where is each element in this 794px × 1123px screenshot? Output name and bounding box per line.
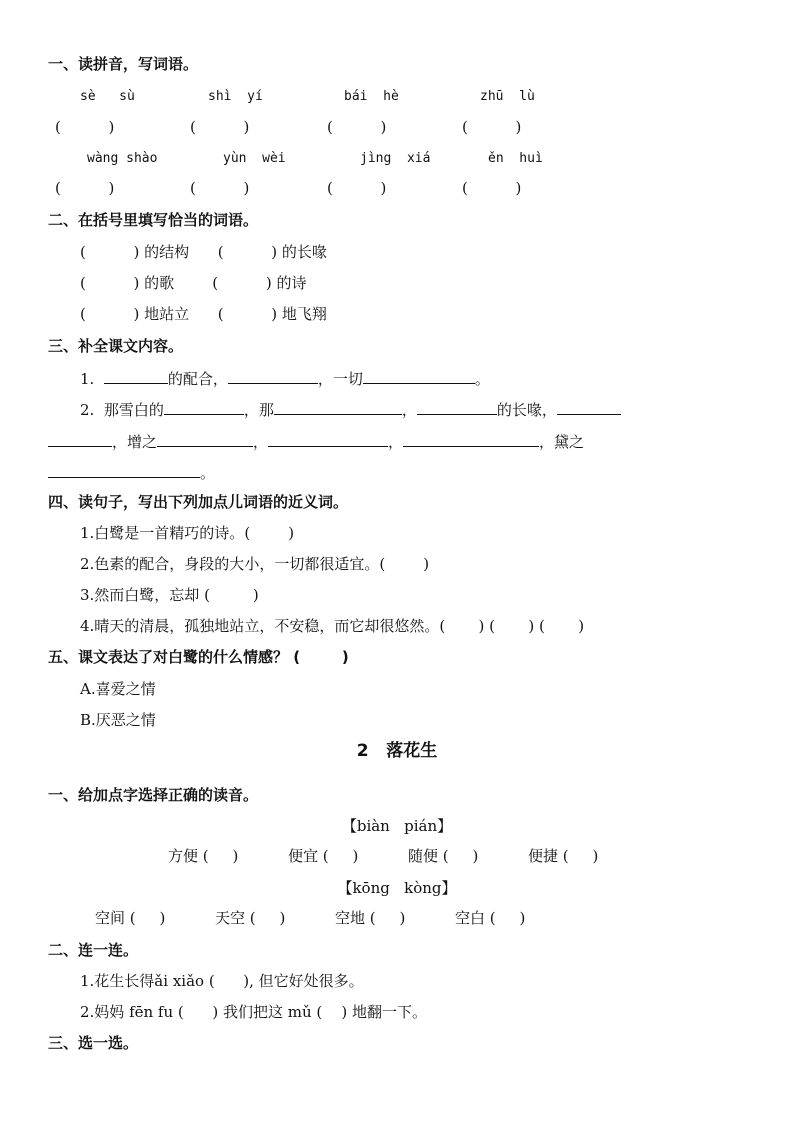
pinyin-options-label: 【kōng kòng】	[337, 879, 457, 897]
fill-line: ( ) 的结构 ( ) 的长喙	[80, 243, 327, 261]
blank[interactable]	[104, 367, 168, 384]
answer-box[interactable]: ( )	[55, 118, 115, 136]
text-fill-line-1: 1. 的配合， ，一切 。	[80, 367, 794, 389]
section-3-heading: 三、补全课文内容。	[48, 337, 184, 355]
question-item: 2.色素的配合，身段的大小，一切都很适宜。( )	[80, 555, 430, 573]
text-fill-line-4: 。	[48, 461, 794, 483]
answer-box[interactable]: ( )	[190, 179, 250, 197]
blank[interactable]	[403, 430, 539, 447]
question-item: 3.然而白鹭，忘却 ( )	[80, 586, 259, 604]
fill-line: ( ) 地站立 ( ) 地飞翔	[80, 305, 327, 323]
blank[interactable]	[274, 398, 402, 415]
word-choice[interactable]: 天空 ( )	[215, 909, 286, 927]
pinyin-2: shì yí	[208, 89, 263, 104]
word-choice[interactable]: 空白 ( )	[455, 909, 526, 927]
part-2-heading: 二、连一连。	[48, 941, 139, 959]
pinyin-5: wàng shào	[87, 151, 158, 166]
section-5-heading: 五、课文表达了对白鹭的什么情感？ ( )	[48, 648, 349, 666]
answer-box[interactable]: ( )	[190, 118, 250, 136]
pinyin-7: jìng xiá	[360, 151, 431, 166]
blank[interactable]	[363, 367, 475, 384]
word-choice[interactable]: 方便 ( )	[168, 847, 239, 865]
pinyin-4: zhū lù	[480, 89, 535, 104]
word-choice[interactable]: 便捷 ( )	[528, 847, 599, 865]
question-item: 4.晴天的清晨，孤独地站立，不安稳，而它却很悠然。( ) ( ) ( )	[80, 617, 585, 635]
part-1-heading: 一、给加点字选择正确的读音。	[48, 786, 259, 804]
match-item: 1.花生长得ǎi xiǎo ( ), 但它好处很多。	[80, 972, 364, 990]
answer-box[interactable]: ( )	[327, 179, 387, 197]
word-choice[interactable]: 空地 ( )	[335, 909, 406, 927]
blank[interactable]	[228, 367, 318, 384]
blank[interactable]	[417, 398, 497, 415]
blank[interactable]	[557, 398, 621, 415]
text-fill-line-3: ，增之 ， ， ，黛之	[48, 430, 794, 452]
fill-line: ( ) 的歌 ( ) 的诗	[80, 274, 307, 292]
answer-box[interactable]: ( )	[55, 179, 115, 197]
pinyin-6: yùn wèi	[223, 151, 286, 166]
match-item: 2.妈妈 fēn fu ( ) 我们把这 mǔ ( ) 地翻一下。	[80, 1003, 427, 1021]
part-3-heading: 三、选一选。	[48, 1034, 139, 1052]
answer-box[interactable]: ( )	[462, 118, 522, 136]
blank[interactable]	[48, 430, 112, 447]
word-choice[interactable]: 空间 ( )	[95, 909, 166, 927]
pinyin-8: ěn huì	[488, 151, 543, 166]
question-item: 1.白鹭是一首精巧的诗。( )	[80, 524, 295, 542]
lesson-title: 2 落花生	[356, 741, 438, 761]
answer-box[interactable]: ( )	[327, 118, 387, 136]
pinyin-3: bái hè	[344, 89, 399, 104]
text-fill-line-2: 2. 那雪白的 ，那 ， 的长喙，	[80, 398, 794, 420]
pinyin-options-label: 【biàn pián】	[341, 817, 453, 835]
blank[interactable]	[48, 461, 200, 478]
blank[interactable]	[164, 398, 244, 415]
option-a[interactable]: A.喜爱之情	[80, 680, 156, 698]
blank[interactable]	[157, 430, 253, 447]
pinyin-1: sè sù	[80, 89, 135, 104]
option-b[interactable]: B.厌恶之情	[80, 711, 156, 729]
blank[interactable]	[268, 430, 388, 447]
answer-box[interactable]: ( )	[462, 179, 522, 197]
section-1-heading: 一、读拼音，写词语。	[48, 55, 199, 73]
word-choice[interactable]: 便宜 ( )	[288, 847, 359, 865]
section-4-heading: 四、读句子，写出下列加点儿词语的近义词。	[48, 493, 349, 511]
section-2-heading: 二、在括号里填写恰当的词语。	[48, 211, 259, 229]
word-choice[interactable]: 随便 ( )	[408, 847, 479, 865]
